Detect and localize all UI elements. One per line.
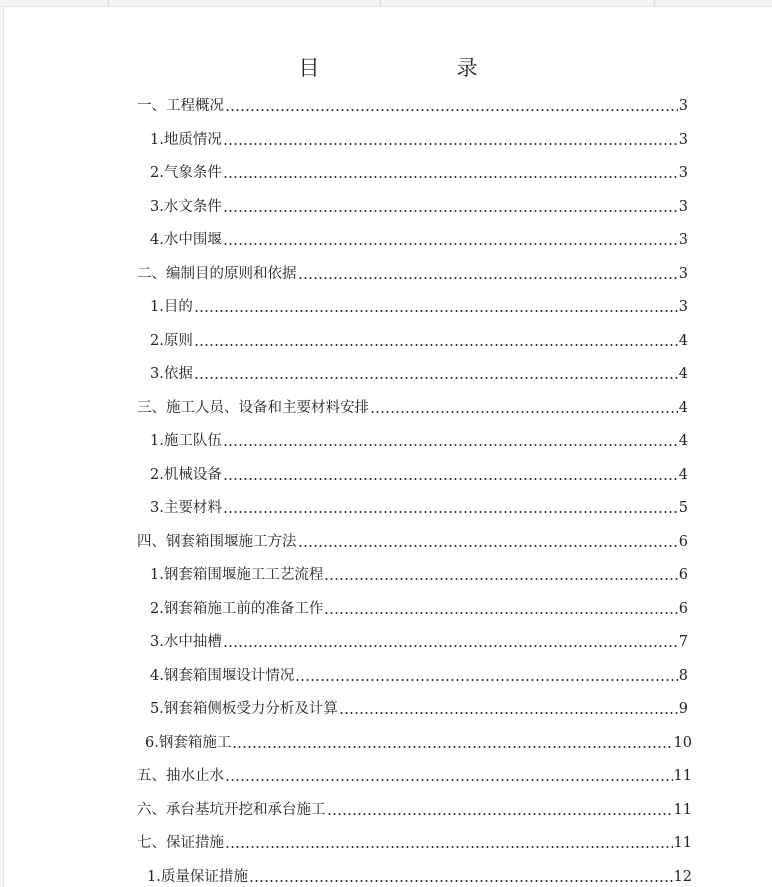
- toc-entry-page: 4: [678, 467, 688, 483]
- toc-entry[interactable]: [150, 293, 688, 317]
- toc-entry[interactable]: [137, 829, 692, 853]
- toc-entry[interactable]: [150, 662, 688, 686]
- toc-entry-label: 1.钢套箱围堰施工工艺流程: [150, 567, 324, 583]
- toc-leader-dots: [223, 243, 678, 245]
- toc-entry-label: 2.机械设备: [150, 467, 222, 483]
- toc-entry-page: 11: [673, 768, 692, 784]
- toc-leader-dots: [249, 880, 673, 882]
- toc-entry-page: 11: [673, 802, 692, 818]
- toc-entry[interactable]: [150, 193, 688, 217]
- toc-entry-page: 5: [678, 500, 688, 516]
- toc-entry-page: 11: [673, 835, 692, 851]
- toc-entry[interactable]: [137, 528, 688, 552]
- toc-entry-label: 二、编制目的原则和依据: [137, 266, 297, 282]
- toc-entry[interactable]: [137, 394, 688, 418]
- toc-leader-dots: [298, 545, 678, 547]
- toc-entry-label: 2.原则: [150, 333, 193, 349]
- toc-entry-label: 三、施工人员、设备和主要材料安排: [137, 400, 369, 416]
- toc-entry-label: 一、工程概况: [137, 98, 224, 114]
- toc-entry-label: 五、抽水止水: [137, 768, 224, 784]
- toc-entry-page: 12: [673, 869, 692, 885]
- toc-entry-label: 6.钢套箱施工: [145, 735, 232, 751]
- toc-leader-dots: [295, 679, 677, 681]
- toc-entry-label: 四、钢套箱围堰施工方法: [137, 534, 297, 550]
- toc-entry-label: 3.水文条件: [150, 199, 222, 215]
- toc-entry[interactable]: [150, 461, 688, 485]
- toc-leader-dots: [223, 176, 678, 178]
- toc-entry-label: 1.目的: [150, 299, 193, 315]
- page-title: 目 录: [298, 56, 536, 80]
- toc-entry-label: 2.钢套箱施工前的准备工作: [150, 601, 324, 617]
- toc-entry-page: 3: [678, 299, 688, 315]
- toc-entry-label: 2.气象条件: [150, 165, 222, 181]
- toc-entry[interactable]: [150, 695, 688, 719]
- document-page: [3, 6, 772, 887]
- toc-leader-dots: [223, 645, 678, 647]
- toc-entry[interactable]: [150, 494, 688, 518]
- toc-entry-page: 3: [678, 266, 688, 282]
- toc-leader-dots: [225, 109, 678, 111]
- toc-leader-dots: [298, 277, 678, 279]
- toc-leader-dots: [225, 846, 673, 848]
- toc-entry[interactable]: [137, 260, 688, 284]
- toc-entry-label: 六、承台基坑开挖和承台施工: [137, 802, 326, 818]
- toc-leader-dots: [339, 712, 678, 714]
- toc-entry-label: 1.质量保证措施: [147, 869, 248, 885]
- toc-entry[interactable]: [137, 762, 692, 786]
- toc-entry-label: 3.依据: [150, 366, 193, 382]
- toc-entry[interactable]: [150, 628, 688, 652]
- toc-entry-label: 4.水中围堰: [150, 232, 222, 248]
- toc-leader-dots: [225, 779, 673, 781]
- toc-entry[interactable]: [150, 159, 688, 183]
- toc-leader-dots: [223, 511, 678, 513]
- toc-leader-dots: [232, 746, 672, 748]
- toc-entry-page: 4: [678, 333, 688, 349]
- toc-entry[interactable]: [150, 226, 688, 250]
- toc-leader-dots: [223, 210, 678, 212]
- toc-entry-page: 6: [678, 601, 688, 617]
- toc-entry[interactable]: [150, 427, 688, 451]
- toc-entry-page: 9: [678, 701, 688, 717]
- toc-leader-dots: [324, 612, 677, 614]
- toc-entry-label: 3.主要材料: [150, 500, 222, 516]
- toc-leader-dots: [194, 310, 678, 312]
- toc-entry-page: 3: [678, 232, 688, 248]
- toc-entry[interactable]: [137, 92, 688, 116]
- toc-leader-dots: [324, 578, 677, 580]
- toc-entry-page: 6: [678, 567, 688, 583]
- toc-entry-page: 4: [678, 433, 688, 449]
- toc-leader-dots: [223, 478, 678, 480]
- toc-entry-page: 8: [678, 668, 688, 684]
- toc-entry[interactable]: [150, 126, 688, 150]
- toc-entry[interactable]: [145, 729, 692, 753]
- toc-entry-page: 4: [678, 400, 688, 416]
- toc-entry-label: 4.钢套箱围堰设计情况: [150, 668, 295, 684]
- toc-entry-page: 3: [678, 132, 688, 148]
- toc-entry-label: 3.水中抽槽: [150, 634, 222, 650]
- toc-entry[interactable]: [150, 595, 688, 619]
- toc-entry[interactable]: [150, 360, 688, 384]
- toc-leader-dots: [194, 344, 678, 346]
- toc-entry-page: 4: [678, 366, 688, 382]
- toc-entry[interactable]: [137, 796, 692, 820]
- toc-entry[interactable]: [150, 561, 688, 585]
- toc-leader-dots: [194, 377, 678, 379]
- toc-entry-page: 7: [678, 634, 688, 650]
- toc-entry-label: 5.钢套箱侧板受力分析及计算: [150, 701, 338, 717]
- toc-entry-page: 3: [678, 98, 688, 114]
- toc-entry[interactable]: [150, 327, 688, 351]
- toc-entry-page: 6: [678, 534, 688, 550]
- toc-leader-dots: [223, 444, 678, 446]
- toc-entry-label: 1.地质情况: [150, 132, 222, 148]
- toc-entry-page: 3: [678, 165, 688, 181]
- toc-leader-dots: [327, 813, 673, 815]
- toc-entry-label: 七、保证措施: [137, 835, 224, 851]
- toc-entry-page: 10: [673, 735, 692, 751]
- toc-entry-page: 3: [678, 199, 688, 215]
- toc-entry[interactable]: [147, 863, 692, 887]
- toc-leader-dots: [223, 143, 678, 145]
- toc-entry-label: 1.施工队伍: [150, 433, 222, 449]
- toc-leader-dots: [370, 411, 678, 413]
